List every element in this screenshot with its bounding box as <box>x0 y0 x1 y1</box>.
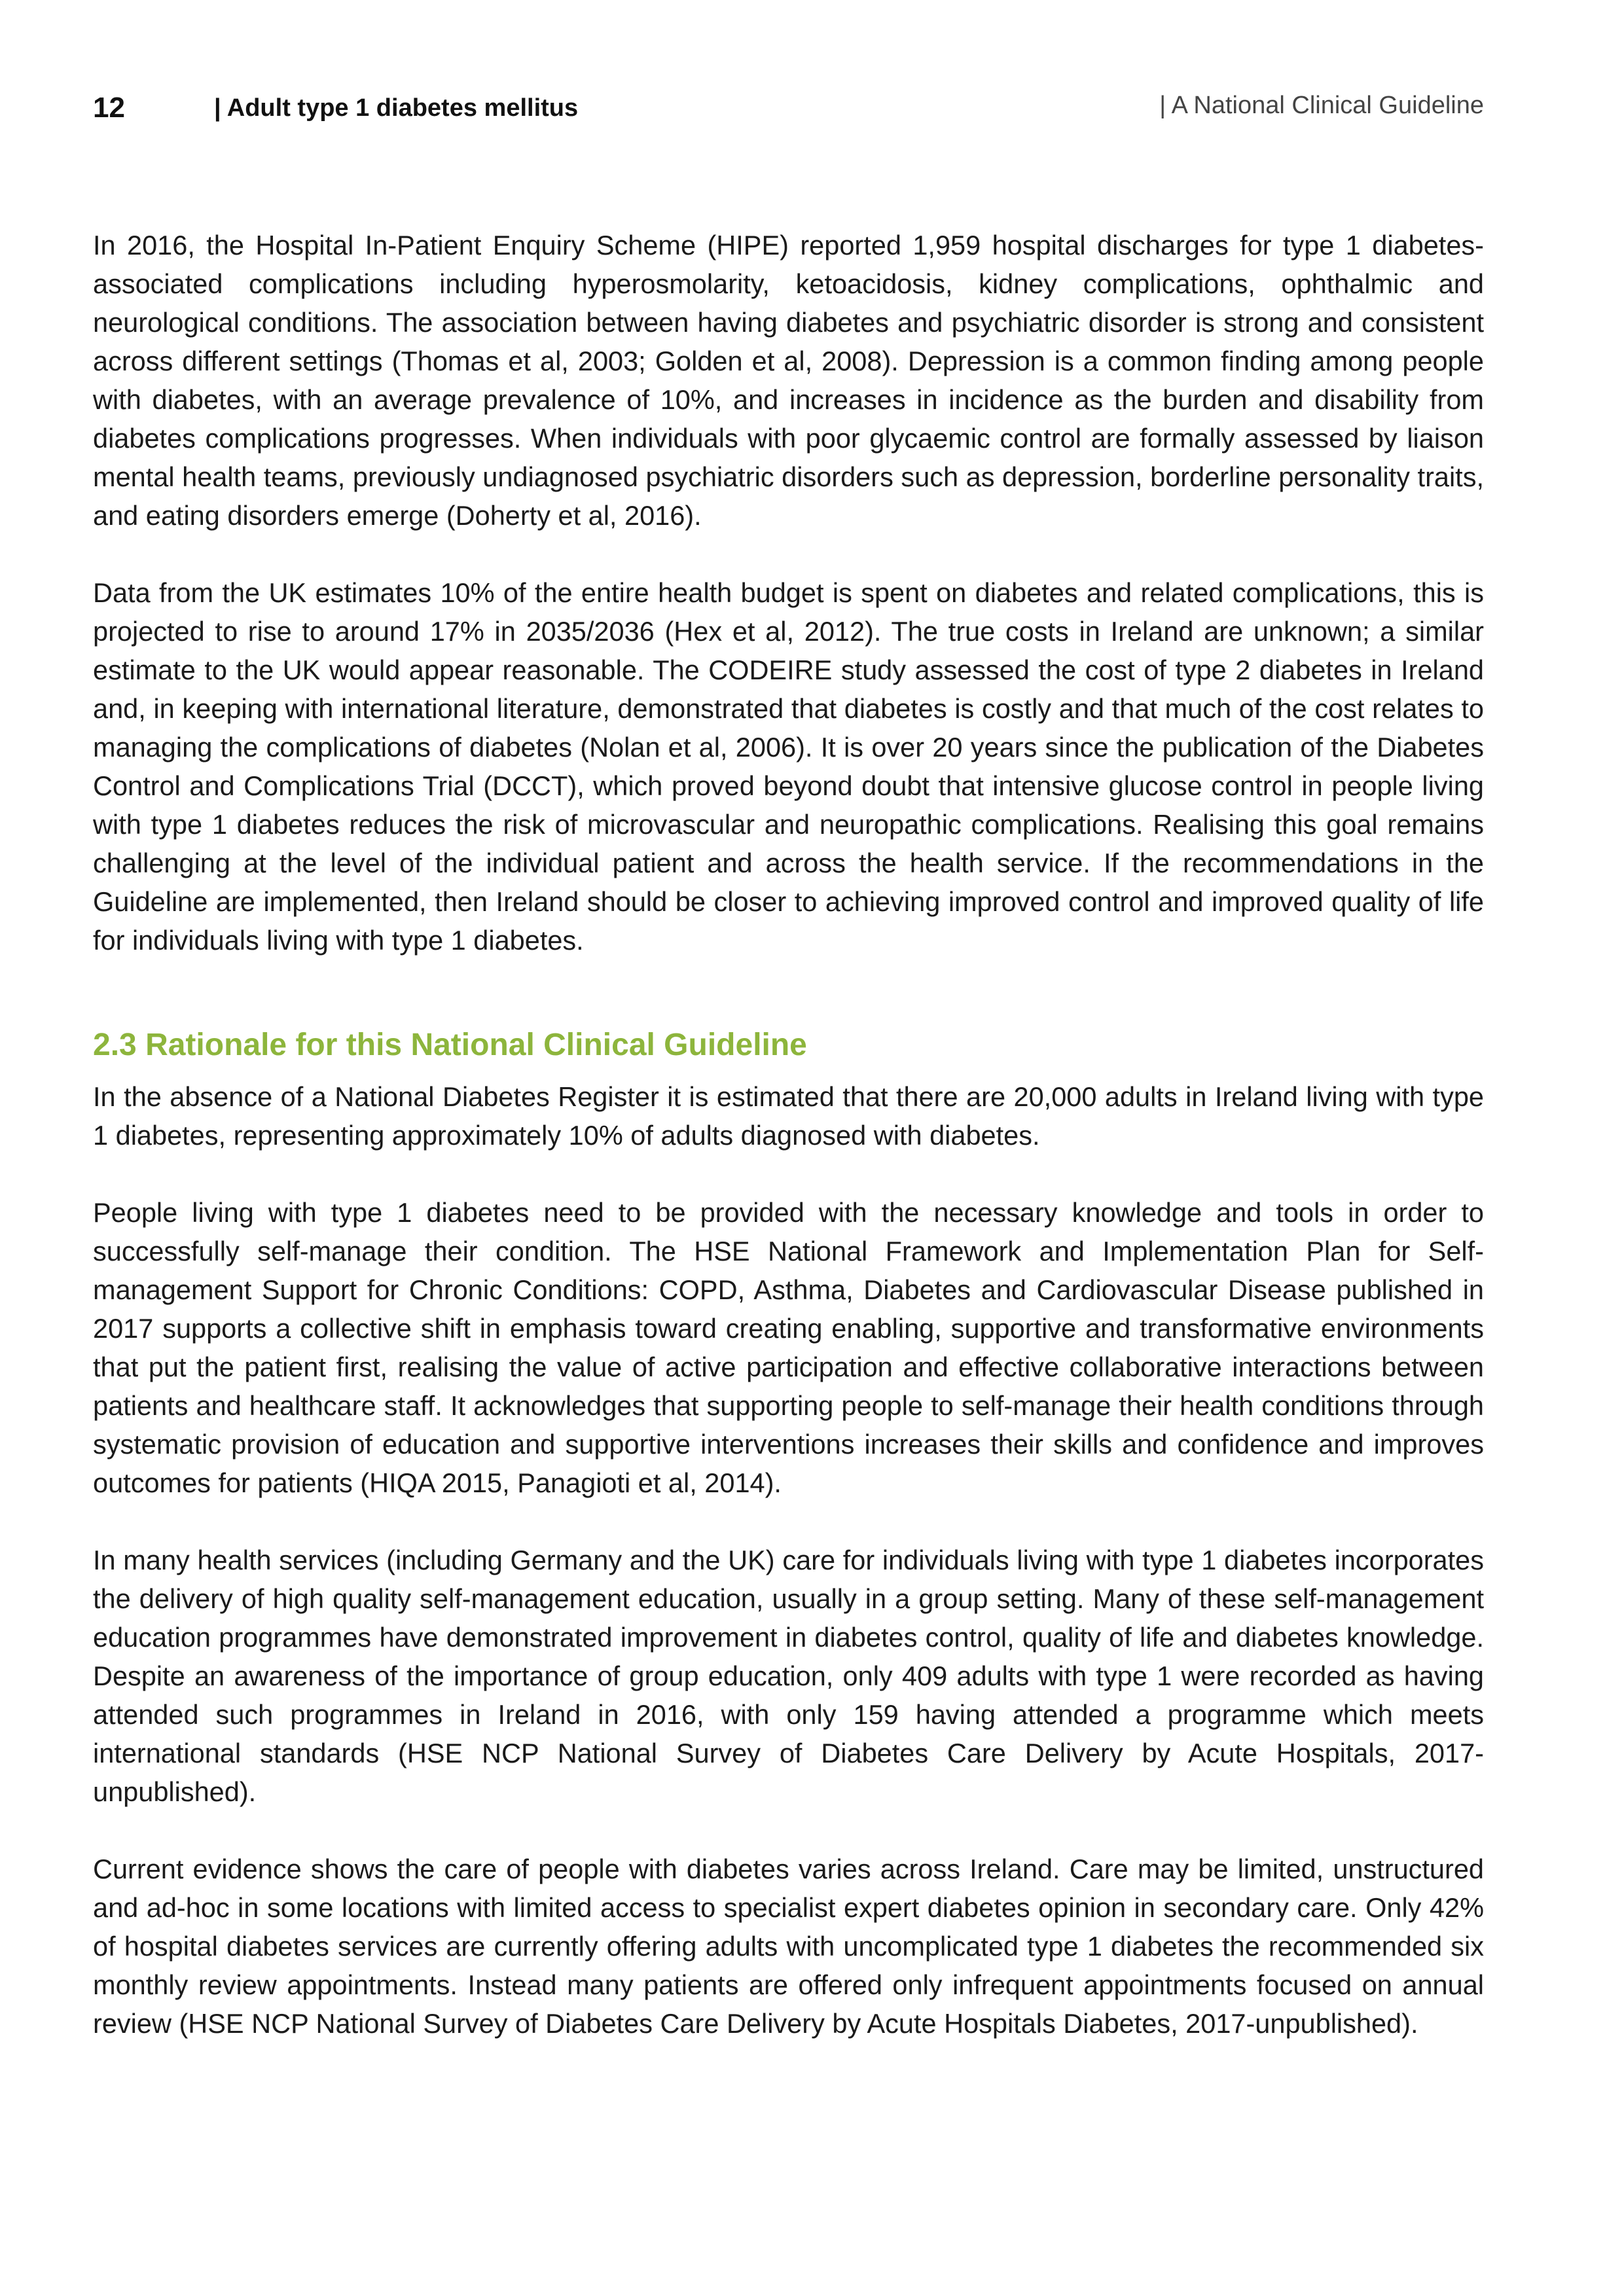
section-heading-rationale: 2.3 Rationale for this National Clinical Guideline <box>93 1028 807 1062</box>
paragraph-current-evidence: Current evidence shows the care of people with diabetes varies across Ireland. Care may be limited, unstructured and ad-hoc in some locations with limited access to specialist expert diabetes opinion in secondary care. Only 42% of hospital diabetes services are currently offering adults with uncomplicated type 1 diabetes the recommended six monthly review appointments. Instead many patients are offered only infrequent appointments focused on annual review (HSE NCP National Survey of Diabetes Care Delivery by Acute Hospitals Diabetes, 2017-unpublished). <box>93 1854 1484 2039</box>
page-content <box>93 226 1484 2081</box>
paragraph-self-management: People living with type 1 diabetes need to be provided with the necessary knowledge and tools in order to successfully self-manage their condition. The HSE National Framework and Implementation Plan for Self-management Support for Chronic Conditions: COPD, Asthma, Diabetes and Cardiovascular Disease published in 2017 supports a collective shift in emphasis toward creating enabling, supportive and transformative environments that put the patient first, realising the value of active participation and effective collaborative interactions between patients and healthcare staff. It acknowledges that supporting people to self-manage their health conditions through systematic provision of education and supportive interventions increases their skills and confidence and improves outcomes for patients (HIQA 2015, Panagioti et al, 2014). <box>93 1197 1484 1498</box>
paragraph-group-education: In many health services (including Germany and the UK) care for individuals living with type 1 diabetes incorporates the delivery of high quality self-management education, usually in a group setting. Many of these self-management education programmes have demonstrated improvement in diabetes control, quality of life and diabetes knowledge. Despite an awareness of the importance of group education, only 409 adults with type 1 were recorded as having attended such programmes in Ireland in 2016, with only 159 having attended a programme which meets international standards (HSE NCP National Survey of Diabetes Care Delivery by Acute Hospitals, 2017-unpublished). <box>93 1545 1484 1807</box>
paragraph-national-register: In the absence of a National Diabetes Register it is estimated that there are 20,000 adults in Ireland living with type 1 diabetes, representing approximately 10% of adults diagnosed with diabetes. <box>93 1081 1484 1151</box>
document-title: | Adult type 1 diabetes mellitus <box>214 94 579 122</box>
paragraph-uk-health-budget: Data from the UK estimates 10% of the entire health budget is spent on diabetes and related complications, this is projected to rise to around 17% in 2035/2036 (Hex et al, 2012). The true costs in Ireland are unknown; a similar estimate to the UK would appear reasonable. The CODEIRE study assessed the cost of type 2 diabetes in Ireland and, in keeping with international literature, demonstrated that diabetes is costly and that much of the cost relates to managing the complications of diabetes (Nolan et al, 2006). It is over 20 years since the publication of the Diabetes Control and Complications Trial (DCCT), which proved beyond doubt that intensive glucose control in people living with type 1 diabetes reduces the risk of microvascular and neuropathic complications. Realising this goal remains challenging at the level of the individual patient and across the health service. If the recommendations in the Guideline are implemented, then Ireland should be closer to achieving improved control and improved quality of life for individuals living with type 1 diabetes. <box>93 577 1484 956</box>
page-header <box>93 92 1484 131</box>
page-number: 12 <box>93 92 125 124</box>
document-subtitle: | A National Clinical Guideline <box>1159 92 1484 119</box>
paragraph-hipe-discharges: In 2016, the Hospital In-Patient Enquiry Scheme (HIPE) reported 1,959 hospital discharges for type 1 diabetes-associated complications including hyperosmolarity, ketoacidosis, kidney complications, ophthalmic and neurological conditions. The association between having diabetes and psychiatric disorder is strong and consistent across different settings (Thomas et al, 2003; Golden et al, 2008). Depression is a common finding among people with diabetes, with an average prevalence of 10%, and increases in incidence as the burden and disability from diabetes complications progresses. When individuals with poor glycaemic control are formally assessed by liaison mental health teams, previously undiagnosed psychiatric disorders such as depression, borderline personality traits, and eating disorders emerge (Doherty et al, 2016). <box>93 230 1484 531</box>
